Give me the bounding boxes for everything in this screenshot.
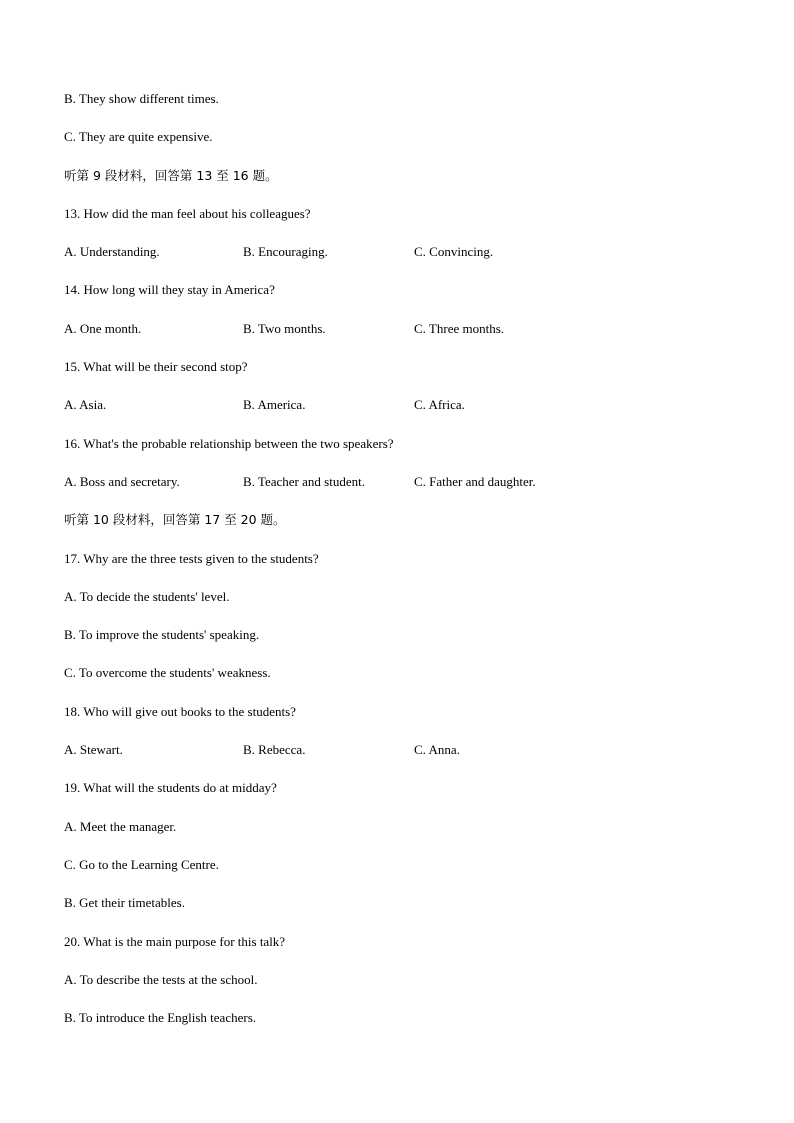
question-text: 16. What's the probable relationship between the two speakers? bbox=[64, 435, 394, 451]
answer-options-row bbox=[64, 473, 744, 511]
answer-option: A. To describe the tests at the school. bbox=[64, 971, 258, 987]
answer-option: B. Two months. bbox=[243, 320, 326, 336]
answer-option: B. To improve the students' speaking. bbox=[64, 627, 260, 643]
answer-option: B. To introduce the English teachers. bbox=[64, 1010, 256, 1026]
answer-option: B. America. bbox=[243, 397, 306, 413]
answer-option: C. Africa. bbox=[414, 397, 465, 413]
answer-option: B. Rebecca. bbox=[243, 742, 306, 758]
answer-option: A. Meet the manager. bbox=[64, 818, 177, 834]
answer-option: B. They show different times. bbox=[64, 91, 219, 106]
answer-option: B. Teacher and student. bbox=[243, 473, 365, 489]
answer-option: C. They are quite expensive. bbox=[64, 129, 213, 145]
answer-option: A. Understanding. bbox=[64, 244, 160, 260]
answer-option: A. Stewart. bbox=[64, 742, 123, 758]
section-instruction: 听第 9 段材料，回答第 13 至 16 题。 bbox=[64, 167, 278, 183]
answer-option: B. Encouraging. bbox=[243, 244, 328, 260]
answer-option: C. To overcome the students' weakness. bbox=[64, 665, 271, 681]
answer-option: A. One month. bbox=[64, 320, 142, 336]
exam-page bbox=[64, 90, 744, 1047]
section-instruction: 听第 10 段材料，回答第 17 至 20 题。 bbox=[64, 512, 286, 528]
answer-option: C. Three months. bbox=[414, 320, 505, 336]
question-text: 15. What will be their second stop? bbox=[64, 359, 248, 375]
question-text: 14. How long will they stay in America? bbox=[64, 282, 275, 298]
question-text: 13. How did the man feel about his colleagues? bbox=[64, 205, 311, 221]
question-text: 18. Who will give out books to the students? bbox=[64, 703, 296, 719]
answer-option: C. Go to the Learning Centre. bbox=[64, 856, 219, 872]
answer-options-row bbox=[64, 741, 744, 779]
answer-options-row bbox=[64, 396, 744, 434]
answer-option: A. To decide the students' level. bbox=[64, 588, 230, 604]
question-text: 19. What will the students do at midday? bbox=[64, 780, 277, 796]
answer-option: C. Anna. bbox=[414, 742, 460, 758]
question-text: 20. What is the main purpose for this talk? bbox=[64, 933, 286, 949]
answer-options-row bbox=[64, 320, 744, 358]
answer-option: B. Get their timetables. bbox=[64, 895, 185, 911]
answer-option: C. Convincing. bbox=[414, 244, 494, 260]
answer-options-row bbox=[64, 243, 744, 281]
question-text: 17. Why are the three tests given to the students? bbox=[64, 550, 319, 566]
answer-option: A. Boss and secretary. bbox=[64, 473, 180, 489]
answer-option: A. Asia. bbox=[64, 397, 107, 413]
answer-option: C. Father and daughter. bbox=[414, 473, 536, 489]
